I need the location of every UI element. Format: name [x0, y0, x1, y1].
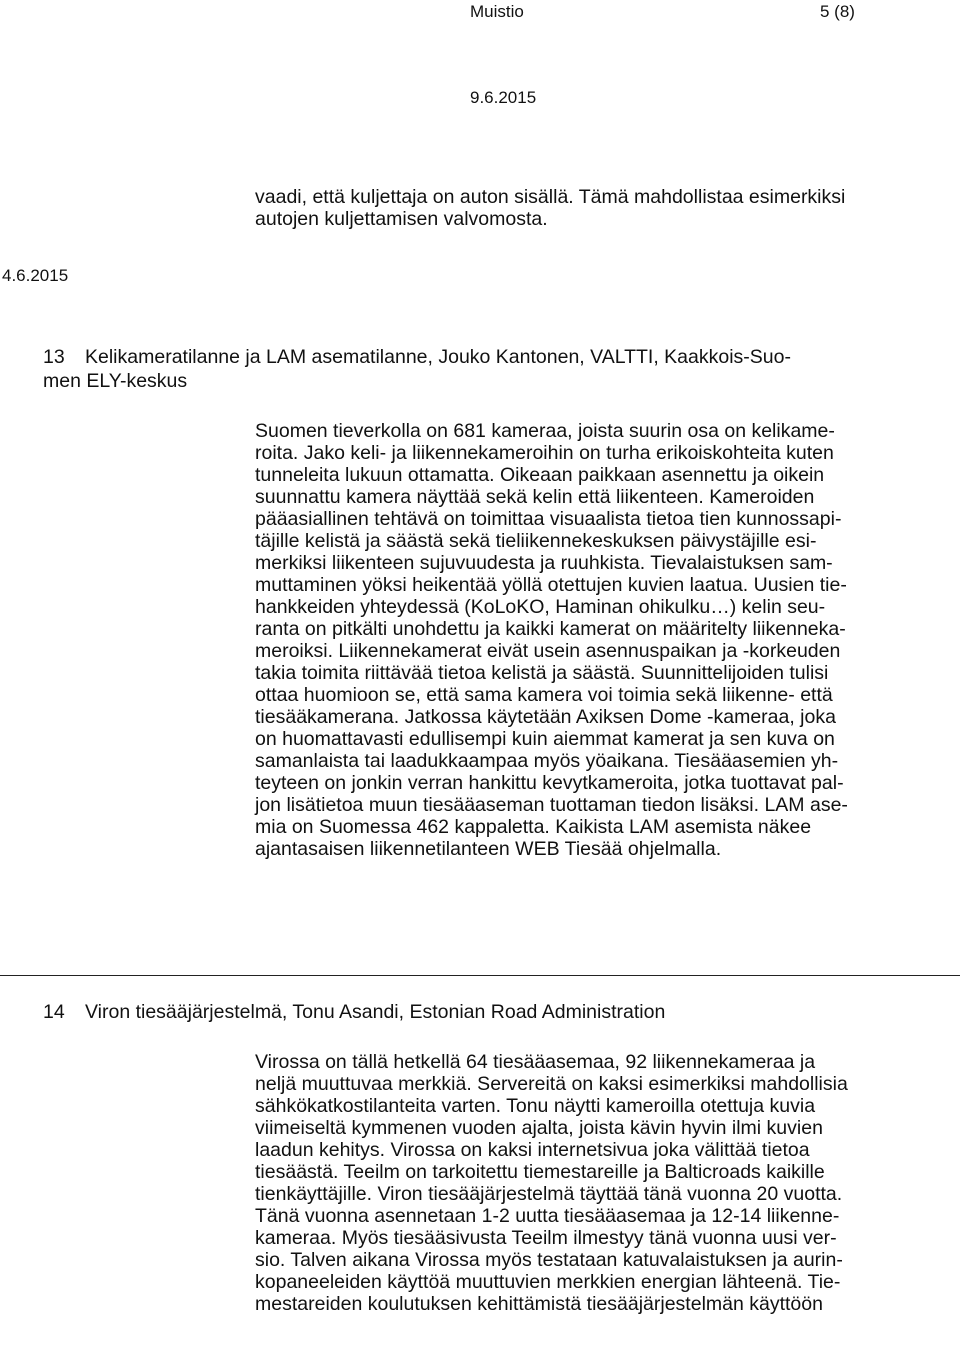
document-type: Muistio [470, 2, 524, 21]
text-line: mestareiden koulutuksen kehittämistä tiesääjärjestelmän käyttöön [255, 1293, 823, 1315]
section-13-title-line-1: Kelikameratilanne ja LAM asematilanne, Jouko Kantonen, VALTTI, Kaakkois-Suo- [85, 346, 791, 368]
text-line: sio. Talven aikana Virossa myös testataan katuvalaistuksen ja aurin- [255, 1249, 843, 1271]
text-line: vaadi, että kuljettaja on auton sisällä. Tämä mahdollistaa esimerkiksi [255, 186, 846, 208]
text-line: tiesääkamerana. Jatkossa käytetään Axiksen Dome -kameraa, joka [255, 706, 836, 728]
section-13-title-line-2: men ELY-keskus [43, 370, 188, 392]
section-13-number: 13 [43, 346, 65, 368]
text-line: samanlaista tai laadukkaampaa myös yöaikana. Tiesääasemien yh- [255, 750, 839, 772]
text-line: ottaa huomioon se, että sama kamera voi toimia sekä liikenne- että [255, 684, 833, 706]
section-13-body [255, 420, 955, 860]
text-line: ajantasaisen liikennetilanteen WEB Tiesää ohjelmalla. [255, 838, 722, 860]
text-line: Virossa on tällä hetkellä 64 tiesääasemaa, 92 liikennekameraa ja [255, 1051, 816, 1073]
section-14-title: Viron tiesääjärjestelmä, Tonu Asandi, Estonian Road Administration [85, 1001, 666, 1023]
page-number: 5 (8) [820, 2, 855, 21]
text-line: neljä muuttuvaa merkkiä. Servereitä on kaksi esimerkiksi mahdollisia [255, 1073, 848, 1095]
text-line: viimeiseltä kymmenen vuoden ajalta, joista kävin hyvin ilmi kuvien [255, 1117, 823, 1139]
text-line: ranta on pitkälti unohdettu ja kaikki kamerat on määritelty liikenneka- [255, 618, 846, 640]
section-14-number: 14 [43, 1001, 65, 1023]
text-line: jon lisätietoa muun tiesääaseman tuottaman tiedon lisäksi. LAM ase- [255, 794, 848, 816]
text-line: muttaminen yöksi heikentää yöllä otettujen kuvien laatua. Uusien tie- [255, 574, 847, 596]
text-line: suunnattu kamera näyttää sekä kelin että liikenteen. Kameroiden [255, 486, 815, 508]
document-date: 9.6.2015 [470, 88, 537, 107]
text-line: pääasiallinen tehtävä on toimittaa visuaalista tietoa tien kunnossapi- [255, 508, 842, 530]
section-14-body [255, 1051, 955, 1315]
text-line: teyteen on jonkin verran hankittu kevytkameroita, jotka tuottavat pal- [255, 772, 844, 794]
meeting-date: 4.6.2015 [2, 266, 69, 285]
text-line: autojen kuljettamisen valvomosta. [255, 208, 548, 230]
text-line: on huomattavasti edullisempi kuin aiemmat kamerat ja sen kuva on [255, 728, 835, 750]
text-line: Tänä vuonna asennetaan 1-2 uutta tiesääasemaa ja 12-14 liikenne- [255, 1205, 840, 1227]
text-line: tunneleita lukuun ottamatta. Oikeaan paikkaan asennettu ja oikein [255, 464, 825, 486]
text-line: meroiksi. Liikennekamerat eivät usein asennuspaikan ja -korkeuden [255, 640, 841, 662]
text-line: takia toimita riittävää tietoa kelistä ja säästä. Suunnittelijoiden tulisi [255, 662, 829, 684]
text-line: tienkäyttäjille. Viron tiesääjärjestelmä täyttää tänä vuonna 20 vuotta. [255, 1183, 843, 1205]
text-line: kameraa. Myös tiesääsivusta Teeilm ilmestyy tänä vuonna uusi ver- [255, 1227, 837, 1249]
text-line: roita. Jako keli- ja liikennekameroihin on turha erikoiskohteita kuten [255, 442, 834, 464]
text-line: merkiksi liikenteen sujuvuudesta ja ruuhkista. Tievalaistuksen sam- [255, 552, 833, 574]
text-line: laadun kehitys. Virossa on kaksi internetsivua joka välittää tietoa [255, 1139, 810, 1161]
text-line: sähkökatkostilanteita varten. Tonu näytti kameroilla otettuja kuvia [255, 1095, 816, 1117]
text-line: tiesäästä. Teeilm on tarkoitettu tiemestareille ja Balticroads kaikille [255, 1161, 825, 1183]
text-line: Suomen tieverkolla on 681 kameraa, joista suurin osa on kelikame- [255, 420, 835, 442]
text-line: kopaneeleiden käyttöä muuttuvien merkkien energian lähteenä. Tie- [255, 1271, 841, 1293]
section-divider [0, 975, 960, 976]
text-line: hankkeiden yhteydessä (KoLoKO, Haminan ohikulku…) kelin seu- [255, 596, 826, 618]
text-line: mia on Suomessa 462 kappaletta. Kaikista LAM asemista näkee [255, 816, 812, 838]
text-line: täjille kelistä ja säästä sekä tieliikennekeskuksen päivystäjille esi- [255, 530, 817, 552]
intro-paragraph [255, 186, 955, 230]
